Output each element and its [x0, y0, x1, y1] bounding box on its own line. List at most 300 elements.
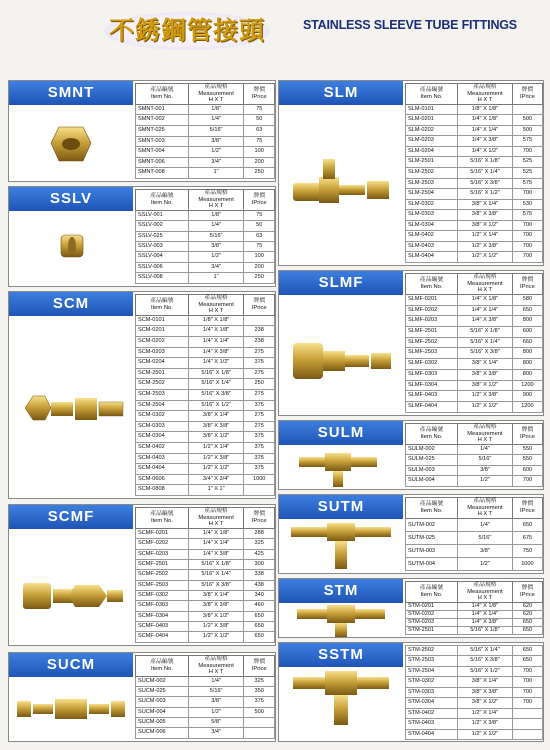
table-row: [136, 421, 275, 432]
table-row: [406, 687, 543, 697]
measurement-cell: 3/8" X 1/4": [458, 677, 513, 687]
measurement-cell: 1/2" X 1/2": [188, 464, 244, 475]
measurement-cell: 3/8": [458, 544, 513, 557]
item-number-cell: SLM-0202: [406, 125, 458, 136]
table-row: [136, 570, 275, 580]
table-row: [136, 326, 275, 337]
table-row: [406, 210, 543, 221]
measurement-cell: 1/4" X 1/2": [188, 358, 244, 369]
price-cell: 700: [512, 687, 542, 697]
header-label: Measurement: [198, 514, 234, 521]
header-label: H X T: [208, 521, 224, 528]
price-cell: 250: [244, 273, 275, 283]
header-label: Item No.: [150, 93, 173, 100]
measurement-cell: 1/4" X 1/4": [458, 305, 513, 316]
table-row: [136, 157, 275, 168]
price-cell: 75: [244, 210, 275, 220]
price-cell: 75: [244, 242, 275, 252]
header-label: H X T: [208, 308, 224, 315]
measurement-cell: 1/2" X 1/4": [458, 708, 513, 718]
section-title: SCMF: [9, 505, 133, 529]
table-row: [406, 104, 543, 115]
section-title: SUCM: [9, 653, 133, 677]
price-cell: 425: [244, 549, 275, 559]
table-header-row: [136, 508, 275, 529]
price-cell: 700: [512, 476, 542, 487]
measurement-cell: 1" X 1": [188, 485, 244, 496]
price-cell: 650: [512, 618, 542, 626]
section-title: SSLV: [9, 187, 133, 211]
header-label: IPrice: [251, 517, 267, 524]
price-cell: 650: [512, 305, 542, 316]
item-number-cell: SCMF-2502: [136, 570, 189, 580]
item-number-cell: SUTM-002: [406, 518, 458, 531]
measurement-cell: 5/16" X 1/4": [458, 337, 513, 348]
price-table: [405, 83, 543, 263]
item-number-cell: SLMF-2501: [406, 326, 458, 337]
header-label: 產品規格: [204, 508, 228, 514]
price-cell: 700: [512, 677, 542, 687]
item-number-cell: SCMF-0201: [136, 528, 189, 538]
header-label: 牌價: [521, 501, 534, 508]
measurement-column-header: [188, 656, 244, 677]
table-header-row: [136, 190, 275, 211]
header-label: H X T: [477, 97, 493, 104]
section-slmf: [278, 270, 544, 416]
table-row: [136, 210, 275, 220]
measurement-cell: 3/8" X 1/2": [458, 220, 513, 231]
price-cell: 338: [244, 570, 275, 580]
item-number-cell: SCMF-0304: [136, 611, 189, 621]
price-table: [135, 83, 275, 179]
measurement-cell: 1/2" X 1/4": [458, 231, 513, 242]
table-row: [406, 444, 543, 455]
table-row: [136, 453, 275, 464]
price-cell: 650: [244, 632, 275, 642]
item-column-header: [136, 190, 189, 211]
table-row: [136, 590, 275, 600]
table-row: [136, 379, 275, 390]
item-number-cell: SCMF-2503: [136, 580, 189, 590]
table-header-row: [406, 424, 543, 445]
price-cell: 525: [512, 167, 542, 178]
header-label: 牌價: [253, 193, 265, 200]
item-number-cell: SUTM-003: [406, 544, 458, 557]
price-cell: 375: [244, 697, 275, 707]
item-number-cell: STM-0404: [406, 729, 458, 739]
item-number-cell: SLMF-0304: [406, 380, 458, 391]
header-label: 產品編號: [419, 427, 444, 434]
header-label: 產品規格: [204, 190, 228, 196]
price-cell: 75: [244, 136, 275, 147]
item-number-cell: SLM-0204: [406, 146, 458, 157]
table-row: [406, 252, 543, 263]
price-cell: [512, 719, 542, 729]
header-label: 產品規格: [473, 498, 497, 504]
price-cell: 530: [512, 199, 542, 210]
table-row: [136, 707, 275, 717]
item-number-cell: SCM-0203: [136, 347, 189, 358]
table-row: [406, 125, 543, 136]
measurement-cell: 1/2" X 1/2": [458, 252, 513, 263]
table-row: [136, 601, 275, 611]
table-row: [406, 348, 543, 359]
table-row: [406, 167, 543, 178]
measurement-cell: 3/8" X 3/8": [458, 687, 513, 697]
price-cell: 620: [512, 602, 542, 610]
measurement-cell: 5/16" X 1/8": [458, 626, 513, 634]
measurement-cell: 5/16" X 3/8": [458, 178, 513, 189]
item-column-header: [406, 582, 458, 603]
female-connector-icon: [9, 529, 133, 647]
header-label: 牌價: [253, 298, 265, 305]
item-number-cell: SCM-0403: [136, 453, 189, 464]
measurement-cell: 5/16": [188, 125, 244, 136]
header-label: H X T: [477, 437, 493, 444]
table-row: [136, 411, 275, 422]
price-table: [405, 497, 543, 571]
table-row: [406, 465, 543, 476]
measurement-cell: 5/16": [458, 531, 513, 544]
item-number-cell: SMNT-002: [136, 115, 189, 126]
measurement-cell: 3/8" X 3/8": [188, 601, 244, 611]
price-cell: 700: [512, 666, 542, 676]
table-row: [136, 687, 275, 697]
item-number-cell: SCMF-0202: [136, 539, 189, 549]
table-row: [136, 485, 275, 496]
header-label: IPrice: [251, 665, 267, 672]
item-number-cell: SLM-0304: [406, 220, 458, 231]
header-label: 產品規格: [204, 295, 228, 301]
header-label: 牌價: [253, 511, 265, 518]
header-label: IPrice: [251, 199, 267, 206]
section-sstm: [278, 642, 544, 742]
item-column-header: [406, 84, 458, 105]
price-cell: 800: [512, 359, 542, 370]
header-label: Item No.: [150, 304, 173, 311]
table-row: [136, 336, 275, 347]
price-cell: 580: [512, 294, 542, 305]
price-cell: 200: [244, 157, 275, 168]
price-cell: 675: [512, 531, 542, 544]
header-label: Measurement: [198, 196, 234, 203]
measurement-cell: 1/4" X 1/8": [458, 602, 513, 610]
section-title: SLMF: [279, 271, 403, 295]
item-number-cell: SMNT-003: [136, 136, 189, 147]
price-cell: 650: [512, 646, 542, 656]
section-sutm: [278, 494, 544, 574]
item-number-cell: SLM-2501: [406, 157, 458, 168]
measurement-cell: 3/8" X 1/4": [458, 199, 513, 210]
price-cell: 50: [244, 221, 275, 231]
header-label: 牌價: [253, 87, 265, 94]
table-row: [406, 719, 543, 729]
price-cell: 375: [244, 432, 275, 443]
section-sulm: [278, 420, 544, 490]
price-table: [135, 655, 275, 739]
item-column-header: [136, 656, 189, 677]
header-label: 產品規格: [473, 424, 497, 430]
table-row: [406, 241, 543, 252]
item-number-cell: SSLV-003: [136, 242, 189, 252]
item-number-cell: SLM-0404: [406, 252, 458, 263]
measurement-column-header: [458, 498, 513, 519]
table-row: [136, 252, 275, 262]
price-cell: 350: [244, 687, 275, 697]
header-label: 牌價: [521, 427, 534, 434]
item-column-header: [136, 295, 189, 316]
price-cell: 700: [512, 698, 542, 708]
item-number-cell: SLM-2504: [406, 189, 458, 200]
measurement-cell: 1/2" X 3/8": [188, 622, 244, 632]
item-number-cell: SCMF-0403: [136, 622, 189, 632]
measurement-cell: 1/2" X 1/2": [458, 402, 513, 413]
table-row: [406, 557, 543, 570]
measurement-cell: 1/8" X 1/8": [458, 104, 513, 115]
measurement-cell: 3/8": [458, 465, 513, 476]
item-number-cell: STM-0303: [406, 687, 458, 697]
price-cell: 700: [512, 220, 542, 231]
table-row: [136, 231, 275, 241]
header-label: H X T: [477, 595, 493, 602]
measurement-cell: 5/16" X 1/8": [458, 326, 513, 337]
item-number-cell: SMNT-025: [136, 125, 189, 136]
item-number-cell: SUCM-005: [136, 718, 189, 728]
measurement-column-header: [188, 84, 244, 105]
measurement-cell: 1/4" X 1/4": [188, 539, 244, 549]
header-label: 產品編號: [150, 659, 174, 666]
price-column-header: [244, 656, 275, 677]
price-cell: 500: [512, 125, 542, 136]
table-row: [136, 611, 275, 621]
measurement-cell: 3/8" X 1/4": [188, 411, 244, 422]
header-label: Measurement: [198, 301, 234, 308]
measurement-cell: 1/2" X 1/2": [188, 632, 244, 642]
measurement-cell: 1/4" X 1/8": [188, 528, 244, 538]
item-number-cell: SSLV-002: [136, 221, 189, 231]
item-number-cell: SLM-0203: [406, 136, 458, 147]
item-number-cell: SCM-2504: [136, 400, 189, 411]
header-label: H X T: [208, 669, 224, 676]
header-label: 牌價: [521, 585, 534, 592]
union-tee-icon: [279, 519, 403, 575]
section-title: SLM: [279, 81, 403, 105]
table-row: [406, 402, 543, 413]
price-column-header: [512, 424, 542, 445]
union-elbow-icon: [279, 445, 403, 491]
measurement-cell: 3/8" X 3/8": [458, 369, 513, 380]
table-row: [136, 242, 275, 252]
price-cell: 375: [244, 358, 275, 369]
table-row: [136, 262, 275, 272]
item-number-cell: SCMF-0303: [136, 601, 189, 611]
price-cell: [244, 485, 275, 496]
section-title: SSTM: [279, 643, 403, 667]
price-column-header: [244, 508, 275, 529]
item-number-cell: SLM-0303: [406, 210, 458, 221]
measurement-cell: 1/4" X 1/8": [188, 326, 244, 337]
item-number-cell: STM-0302: [406, 677, 458, 687]
price-cell: 460: [244, 601, 275, 611]
table-row: [406, 316, 543, 327]
item-number-cell: STM-0203: [406, 618, 458, 626]
table-row: [136, 368, 275, 379]
item-number-cell: SULM-004: [406, 476, 458, 487]
table-row: [136, 622, 275, 632]
price-table: [405, 645, 543, 740]
measurement-column-header: [458, 582, 513, 603]
section-title: SMNT: [9, 81, 133, 105]
price-cell: 750: [512, 544, 542, 557]
item-number-cell: SLMF-0302: [406, 359, 458, 370]
item-number-cell: SCMF-0404: [136, 632, 189, 642]
price-cell: 238: [244, 336, 275, 347]
item-number-cell: SLMF-2502: [406, 337, 458, 348]
item-number-cell: SULM-003: [406, 465, 458, 476]
price-cell: 300: [244, 559, 275, 569]
item-number-cell: SLM-2502: [406, 167, 458, 178]
table-row: [136, 539, 275, 549]
header-label: 牌價: [253, 659, 265, 666]
table-row: [136, 559, 275, 569]
price-cell: [244, 718, 275, 728]
measurement-cell: 1/8" X 1/8": [188, 315, 244, 326]
measurement-column-header: [188, 190, 244, 211]
table-row: [136, 474, 275, 485]
price-cell: 600: [512, 326, 542, 337]
item-number-cell: SUCM-002: [136, 676, 189, 686]
section-title: SUTM: [279, 495, 403, 519]
item-number-cell: STM-2503: [406, 656, 458, 666]
measurement-cell: 1/2" X 3/8": [458, 241, 513, 252]
measurement-cell: 1/4": [458, 444, 513, 455]
measurement-cell: 1/4" X 3/8": [188, 347, 244, 358]
item-number-cell: SCMF-0302: [136, 590, 189, 600]
measurement-cell: 5/16" X 3/8": [188, 580, 244, 590]
item-number-cell: SMNT-006: [136, 157, 189, 168]
section-scmf: [8, 504, 276, 646]
item-number-cell: SUCM-025: [136, 687, 189, 697]
price-cell: [244, 315, 275, 326]
item-number-cell: SSLV-006: [136, 262, 189, 272]
price-cell: 700: [512, 252, 542, 263]
table-row: [406, 610, 543, 618]
measurement-cell: 1/2" X 3/8": [188, 453, 244, 464]
measurement-cell: 1/2" X 1/4": [188, 442, 244, 453]
table-row: [406, 391, 543, 402]
price-cell: 650: [512, 656, 542, 666]
measurement-cell: 1/8": [188, 210, 244, 220]
table-row: [136, 676, 275, 686]
measurement-cell: 1/4" X 1/4": [188, 336, 244, 347]
price-cell: 63: [244, 125, 275, 136]
table-row: [136, 358, 275, 369]
measurement-cell: 1/2": [188, 707, 244, 717]
table-row: [406, 455, 543, 466]
table-row: [406, 602, 543, 610]
item-column-header: [406, 498, 458, 519]
item-number-cell: SLMF-0303: [406, 369, 458, 380]
header-label: H X T: [477, 511, 493, 518]
price-cell: 500: [244, 707, 275, 717]
union-connector-icon: [9, 677, 133, 743]
table-row: [136, 464, 275, 475]
table-row: [136, 221, 275, 231]
table-row: [406, 698, 543, 708]
header-label: Measurement: [467, 90, 503, 97]
header-label: 產品編號: [150, 511, 174, 518]
price-cell: 340: [244, 590, 275, 600]
header-label: 產品編號: [150, 193, 174, 200]
table-header-row: [136, 295, 275, 316]
header-label: Measurement: [467, 280, 503, 287]
price-cell: 325: [244, 539, 275, 549]
measurement-cell: 5/16" X 1/2": [458, 189, 513, 200]
table-row: [406, 618, 543, 626]
table-row: [406, 136, 543, 147]
measurement-cell: 1/2": [188, 252, 244, 262]
measurement-cell: 1/4" X 3/8": [458, 316, 513, 327]
price-cell: 288: [244, 528, 275, 538]
section-stm: [278, 578, 544, 638]
header-label: Item No.: [150, 665, 173, 672]
measurement-cell: 1/4": [188, 676, 244, 686]
header-label: Measurement: [467, 430, 503, 437]
table-row: [136, 125, 275, 136]
table-row: [406, 189, 543, 200]
header-label: IPrice: [520, 93, 535, 100]
measurement-cell: 1/4" X 3/8": [458, 136, 513, 147]
price-cell: 600: [512, 465, 542, 476]
item-number-cell: SUCM-006: [136, 728, 189, 738]
price-cell: 660: [512, 337, 542, 348]
item-number-cell: SCM-0808: [136, 485, 189, 496]
measurement-cell: 1/4" X 1/4": [458, 610, 513, 618]
price-cell: 100: [244, 147, 275, 158]
table-row: [406, 677, 543, 687]
item-number-cell: SSLV-025: [136, 231, 189, 241]
table-row: [406, 531, 543, 544]
header-label: Item No.: [420, 591, 443, 598]
price-table: [135, 294, 275, 496]
table-header-row: [406, 84, 543, 105]
price-cell: 800: [512, 369, 542, 380]
price-cell: 575: [512, 136, 542, 147]
section-sucm: [8, 652, 276, 742]
table-row: [406, 729, 543, 739]
item-number-cell: SCM-0302: [136, 411, 189, 422]
section-scm: [8, 291, 276, 499]
header-label: Item No.: [420, 507, 443, 514]
section-title: SULM: [279, 421, 403, 445]
price-column-header: [512, 274, 542, 295]
price-table: [405, 273, 543, 413]
item-number-cell: SLMF-0203: [406, 316, 458, 327]
table-row: [406, 115, 543, 126]
table-row: [406, 146, 543, 157]
price-cell: 575: [512, 210, 542, 221]
table-header-row: [406, 582, 543, 603]
header-label: IPrice: [520, 283, 535, 290]
price-column-header: [512, 498, 542, 519]
measurement-cell: 1/4": [458, 518, 513, 531]
measurement-cell: 3/8" X 1/4": [458, 359, 513, 370]
price-column-header: [244, 190, 275, 211]
price-cell: 1000: [244, 474, 275, 485]
item-number-cell: STM-2502: [406, 646, 458, 656]
measurement-column-header: [188, 295, 244, 316]
item-number-cell: SSLV-004: [136, 252, 189, 262]
